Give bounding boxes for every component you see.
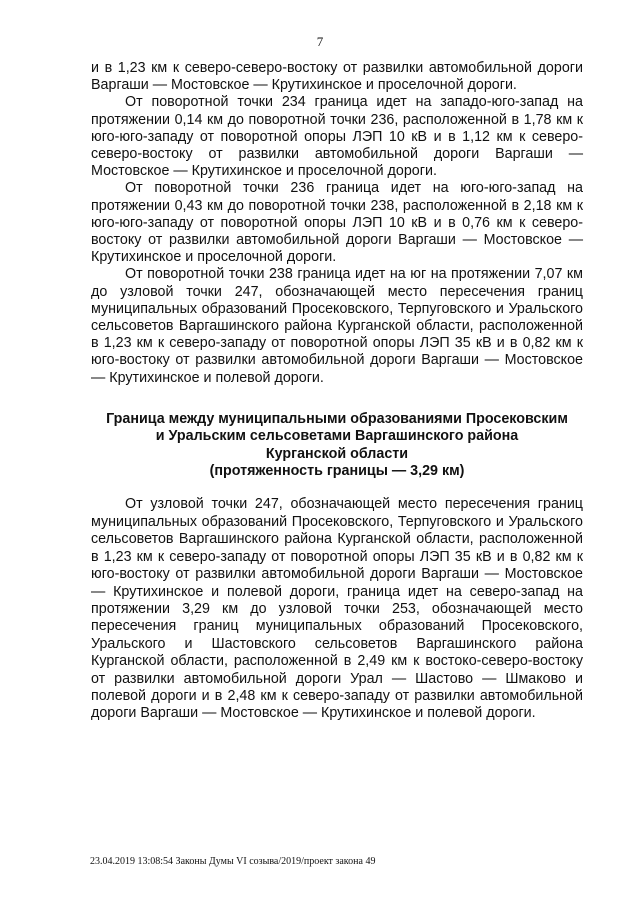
heading-line-3: Курганской области — [265, 445, 409, 462]
paragraph-point-238: От поворотной точки 238 граница идет на юг на протяжении 7,07 км до узловой точки 247, обозначающей место пересечения границ муниципальных образований Просековского, Терпуговского и Уральского сельсоветов Варгашинского района Курганской области, расположенной в 1,23 км к северо-западу от поворотной опоры ЛЭП 35 кВ и в 0,82 км к юго-востоку от развилки автомобильной дороги Варгаши — Мостовское — Крутихинское и полевой дороги. — [91, 266, 583, 386]
heading-line-2: и Уральским сельсоветами Варгашинского района — [155, 428, 519, 445]
heading-line-1: Граница между муниципальными образованиями Просековским — [106, 410, 568, 427]
page-number: 7 — [316, 34, 324, 49]
paragraph-point-236: От поворотной точки 236 граница идет на юго-юго-запад на протяжении 0,43 км до поворотной точки 238, расположенной в 2,18 км к юго-юго-западу от поворотной опоры ЛЭП 10 кВ и в 0,76 км к северо-востоку от развилки автомобильной дороги Варгаши — Мостовское — Крутихинское и проселочной дороги. — [91, 180, 583, 266]
paragraph-continuation: и в 1,23 км к северо-северо-востоку от развилки автомобильной дороги Варгаши — Мостовское — Крутихинское и проселочной дороги. — [91, 60, 583, 94]
document-body — [91, 60, 583, 723]
section-body — [91, 496, 583, 722]
section-heading — [91, 411, 583, 481]
paragraph-point-234: От поворотной точки 234 граница идет на западо-юго-запад на протяжении 0,14 км до поворотной точки 236, расположенной в 1,78 км к юго-юго-западу от поворотной опоры ЛЭП 10 кВ и в 1,12 км к северо-северо-востоку от развилки автомобильной дороги Варгаши — Мостовское — Крутихинское и проселочной дороги. — [91, 94, 583, 180]
footer-meta: 23.04.2019 13:08:54 Законы Думы VI созыва/2019/проект закона 49 — [90, 856, 376, 867]
paragraph-point-247: От узловой точки 247, обозначающей место пересечения границ муниципальных образований Просековского, Терпуговского и Уральского сельсоветов Варгашинского района Курганской области, расположенной в 1,23 км к северо-западу от поворотной опоры ЛЭП 35 кВ и в 0,82 км к юго-востоку от развилки автомобильной дороги Варгаши — Мостовское — Крутихинское и полевой дороги, граница идет на северо-запад на протяжении 3,29 км до узловой точки 253, обозначающей место пересечения границ муниципальных образований Просековского, Уральского и Шастовского сельсоветов Варгашинского района Курганской области, расположенной в 2,49 км к востоко-северо-востоку от развилки автомобильной дороги Урал — Шастово — Шмаково и полевой дороги и в 2,48 км к северо-западу от развилки автомобильной дороги Варгаши — Мостовское — Крутихинское и полевой дороги. — [91, 496, 583, 722]
heading-line-4: (протяженность границы — 3,29 км) — [209, 463, 465, 480]
